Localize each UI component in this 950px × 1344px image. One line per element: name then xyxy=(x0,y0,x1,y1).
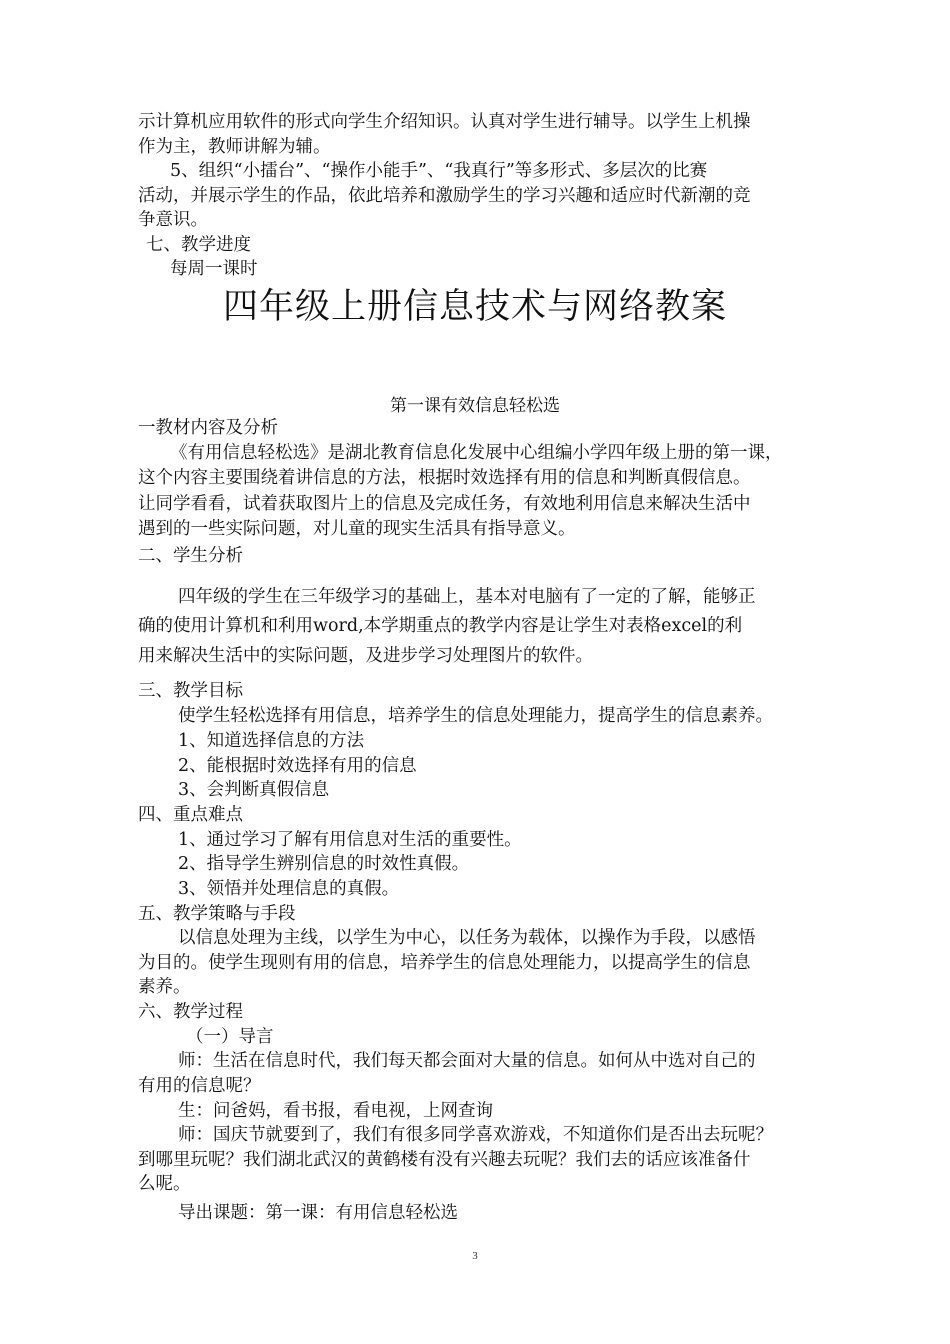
section2-line: 四年级的学生在三年级学习的基础上，基本对电脑有了一定的了解，能够正 xyxy=(178,587,756,607)
section5-line: 为目的。使学生现则有用的信息，培养学生的信息处理能力，以提高学生的信息 xyxy=(138,953,751,973)
intro-item-5: 5、组织“小擂台”、“操作小能手”、“我真行”等多形式、多层次的比赛 xyxy=(170,161,708,181)
section6-line: 到哪里玩呢？我们湖北武汉的黄鹤楼有没有兴趣去玩呢？我们去的话应该准备什 xyxy=(138,1150,751,1170)
section6-sub-heading: （一）导言 xyxy=(186,1027,274,1047)
section1-line: 这个内容主要围绕着讲信息的方法，根据时效选择有用的信息和判断真假信息。 xyxy=(138,468,751,488)
section3-item: 3、会判断真假信息 xyxy=(178,780,330,800)
section4-item: 1、通过学习了解有用信息对生活的重要性。 xyxy=(178,830,522,850)
section6-line: 么呢。 xyxy=(138,1174,191,1194)
section6-line: 导出课题：第一课：有用信息轻松选 xyxy=(178,1203,458,1223)
section7-body: 每周一课时 xyxy=(170,259,258,279)
section7-heading: 七、教学进度 xyxy=(146,235,251,255)
page-number: 3 xyxy=(472,1250,478,1262)
section3-heading: 三、教学目标 xyxy=(138,681,243,701)
section4-heading: 四、重点难点 xyxy=(138,805,243,825)
lesson-title: 第一课有效信息轻松选 xyxy=(390,396,560,416)
section6-line: 生：问爸妈，看书报，看电视，上网查询 xyxy=(178,1101,493,1121)
section1-line: 《有用信息轻松选》是湖北教育信息化发展中心组编小学四年级上册的第一课， xyxy=(170,443,783,463)
section2-heading: 二、学生分析 xyxy=(138,546,243,566)
section6-line: 有用的信息呢？ xyxy=(138,1076,261,1096)
section6-line: 师：生活在信息时代，我们每天都会面对大量的信息。如何从中选对自己的 xyxy=(178,1051,756,1071)
section6-heading: 六、教学过程 xyxy=(138,1002,243,1022)
section5-line: 以信息处理为主线，以学生为中心，以任务为载体，以操作为手段，以感悟 xyxy=(178,928,756,948)
section5-line: 素养。 xyxy=(138,977,191,997)
section3-item: 2、能根据时效选择有用的信息 xyxy=(178,756,417,776)
section1-line: 遇到的一些实际问题，对儿童的现实生活具有指导意义。 xyxy=(138,519,576,539)
section2-line: 确的使用计算机和利用word,本学期重点的教学内容是让学生对表格excel的利 xyxy=(138,616,743,636)
section3-intro: 使学生轻松选择有用信息，培养学生的信息处理能力，提高学生的信息素养。 xyxy=(178,706,773,726)
intro-line: 争意识。 xyxy=(138,210,208,230)
section6-line: 师：国庆节就要到了，我们有很多同学喜欢游戏，不知道你们是否出去玩呢？ xyxy=(178,1125,773,1145)
intro-line: 作为主，教师讲解为辅。 xyxy=(138,137,331,157)
document-title: 四年级上册信息技术与网络教案 xyxy=(222,287,727,327)
intro-line: 示计算机应用软件的形式向学生介绍知识。认真对学生进行辅导。以学生上机操 xyxy=(138,112,751,132)
intro-line: 活动，并展示学生的作品，依此培养和激励学生的学习兴趣和适应时代新潮的竞 xyxy=(138,186,751,206)
section4-item: 3、领悟并处理信息的真假。 xyxy=(178,879,400,899)
section5-heading: 五、教学策略与手段 xyxy=(138,904,296,924)
section3-item: 1、知道选择信息的方法 xyxy=(178,731,365,751)
section4-item: 2、指导学生辨别信息的时效性真假。 xyxy=(178,854,470,874)
section1-line: 让同学看看，试着获取图片上的信息及完成任务，有效地利用信息来解决生活中 xyxy=(138,494,751,514)
section1-heading: 一教材内容及分析 xyxy=(138,418,278,438)
section2-line: 用来解决生活中的实际问题，及进步学习处理图片的软件。 xyxy=(138,646,593,666)
